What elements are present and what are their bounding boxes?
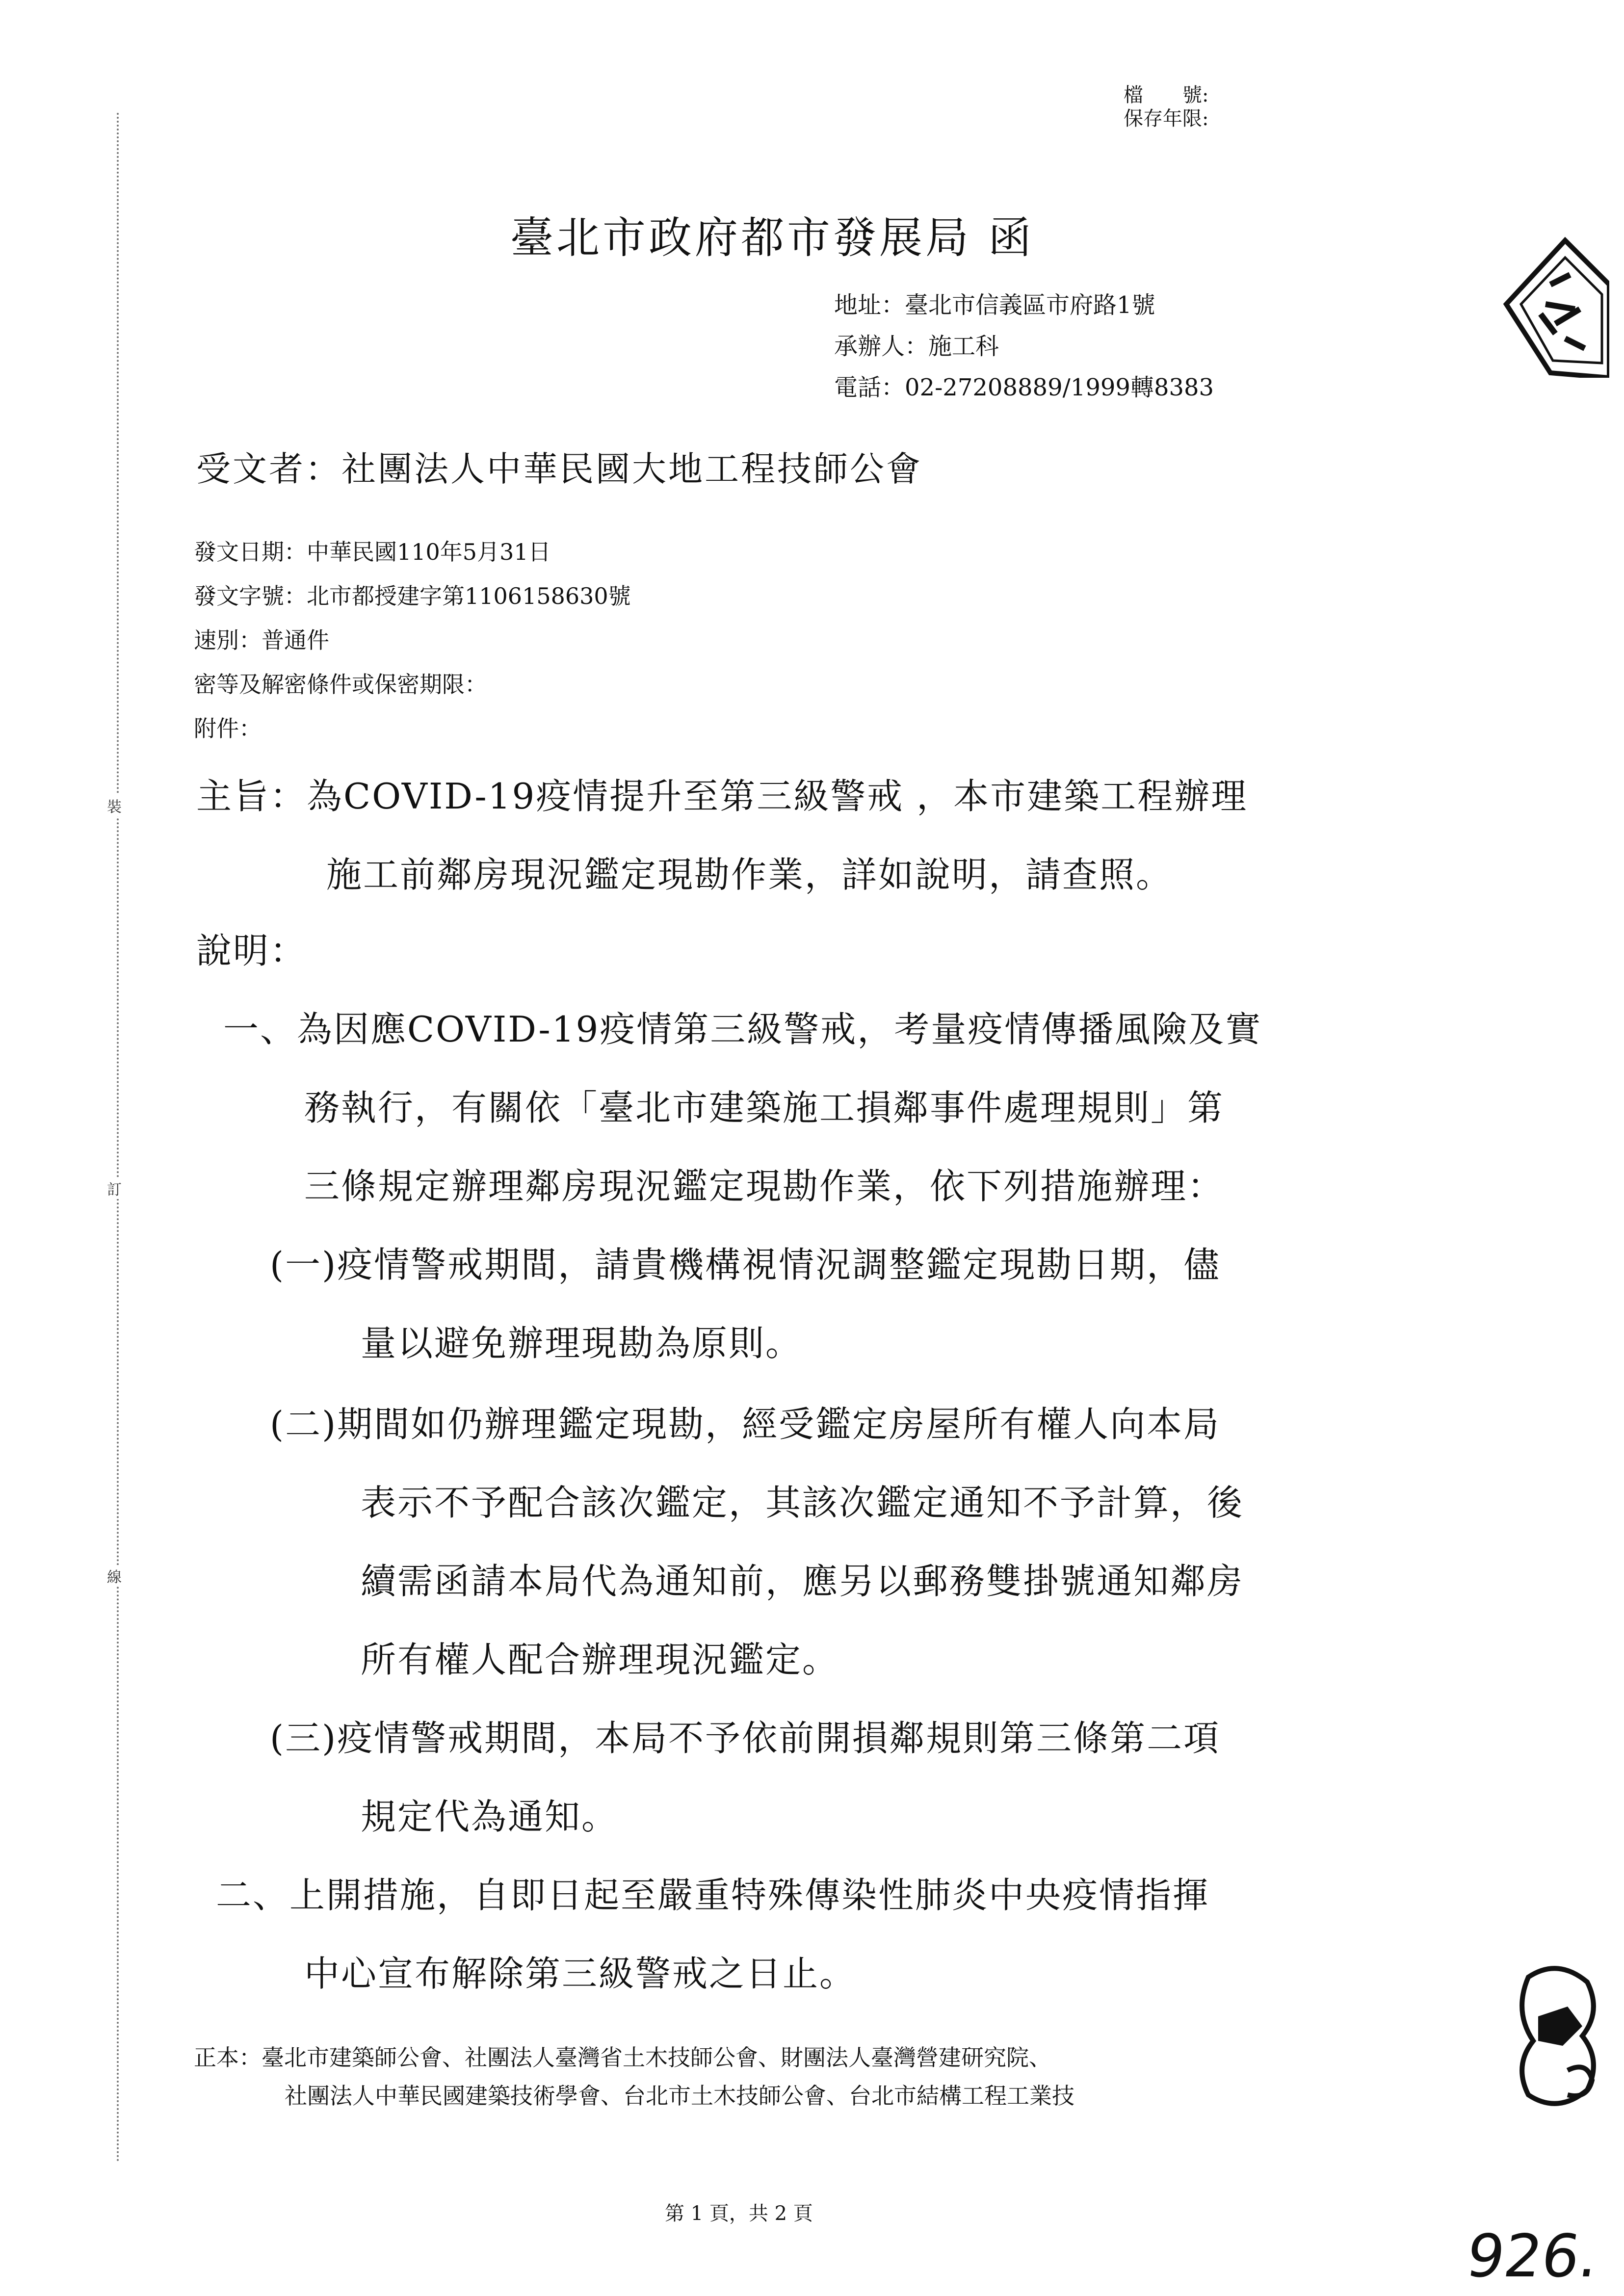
subject-line-1: 主旨：為COVID-19疫情提升至第三級警戒 ，本市建築工程辦理 [196, 776, 1248, 817]
received-stamp-icon [1492, 231, 1609, 378]
item-1-line-3: 三條規定辦理鄰房現況鑑定現勘作業，依下列措施辦理： [304, 1166, 1225, 1207]
explanation-label: 說明： [196, 930, 307, 971]
binding-dotted-line [117, 113, 119, 2164]
subitem-3-line-2: 規定代為通知。 [361, 1796, 619, 1837]
document-meta [194, 530, 631, 751]
subject-line-2: 施工前鄰房現況鑑定現勘作業，詳如說明，請查照。 [326, 854, 1173, 895]
sender-handler: 承辦人：施工科 [834, 333, 999, 360]
carbon-copy [194, 2038, 1074, 2115]
subitem-2-line-4: 所有權人配合辦理現況鑑定。 [361, 1639, 839, 1680]
document-number: 發文字號：北市都授建字第1106158630號 [194, 583, 631, 609]
attachment: 附件： [194, 715, 262, 742]
binding-mark-zhuang: 裝 [107, 795, 122, 816]
binding-mark-xian: 線 [107, 1565, 122, 1587]
page-footer: 第 1 頁，共 2 頁 [665, 2202, 813, 2225]
subitem-1-line-1: (一)疫情警戒期間，請貴機構視情況調整鑑定現勘日期，儘 [270, 1244, 1221, 1285]
binding-mark-ding: 訂 [107, 1177, 122, 1199]
subitem-2-line-2: 表示不予配合該次鑑定，其該次鑑定通知不予計算，後 [361, 1482, 1244, 1523]
seal-stamp-icon [1509, 1957, 1607, 2119]
file-number-label: 檔 號: [1124, 84, 1209, 106]
subitem-2-line-3: 續需函請本局代為通知前，應另以郵務雙掛號通知鄰房 [361, 1561, 1244, 1602]
item-2-line-2: 中心宣布解除第三級警戒之日止。 [304, 1953, 857, 1994]
item-1-line-2: 務執行，有關依「臺北市建築施工損鄰事件處理規則」第 [304, 1087, 1225, 1128]
delivery-speed: 速別：普通件 [194, 627, 329, 653]
item-2-line-1: 二、上開措施，自即日起至嚴重特殊傳染性肺炎中央疫情指揮 [216, 1875, 1210, 1916]
item-1-line-1: 一、為因應COVID-19疫情第三級警戒，考量疫情傳播風險及實 [223, 1009, 1262, 1050]
document-title: 臺北市政府都市發展局 函 [510, 212, 1034, 263]
secrecy-level: 密等及解密條件或保密期限： [194, 671, 487, 698]
subitem-3-line-1: (三)疫情警戒期間，本局不予依前開損鄰規則第三條第二項 [270, 1718, 1221, 1759]
carbon-copy-line-1: 正本：臺北市建築師公會、社團法人臺灣省土木技師公會、財團法人臺灣營建研究院、 [194, 2044, 1051, 2071]
subitem-2-line-1: (二)期間如仍辦理鑑定現勘，經受鑑定房屋所有權人向本局 [270, 1404, 1221, 1445]
carbon-copy-line-2: 社團法人中華民國建築技術學會、台北市土木技師公會、台北市結構工程工業技 [285, 2083, 1074, 2109]
retention-period-label: 保存年限: [1124, 107, 1209, 130]
handwritten-note: 926. [1462, 2222, 1603, 2291]
issue-date: 發文日期：中華民國110年5月31日 [194, 539, 551, 565]
recipient: 受文者：社團法人中華民國大地工程技師公會 [196, 449, 922, 489]
sender-info [834, 285, 1214, 408]
file-meta [1124, 83, 1208, 130]
sender-address: 地址：臺北市信義區市府路1號 [834, 291, 1155, 319]
sender-phone: 電話：02-27208889/1999轉8383 [834, 374, 1214, 401]
subitem-1-line-2: 量以避免辦理現勘為原則。 [361, 1323, 803, 1364]
